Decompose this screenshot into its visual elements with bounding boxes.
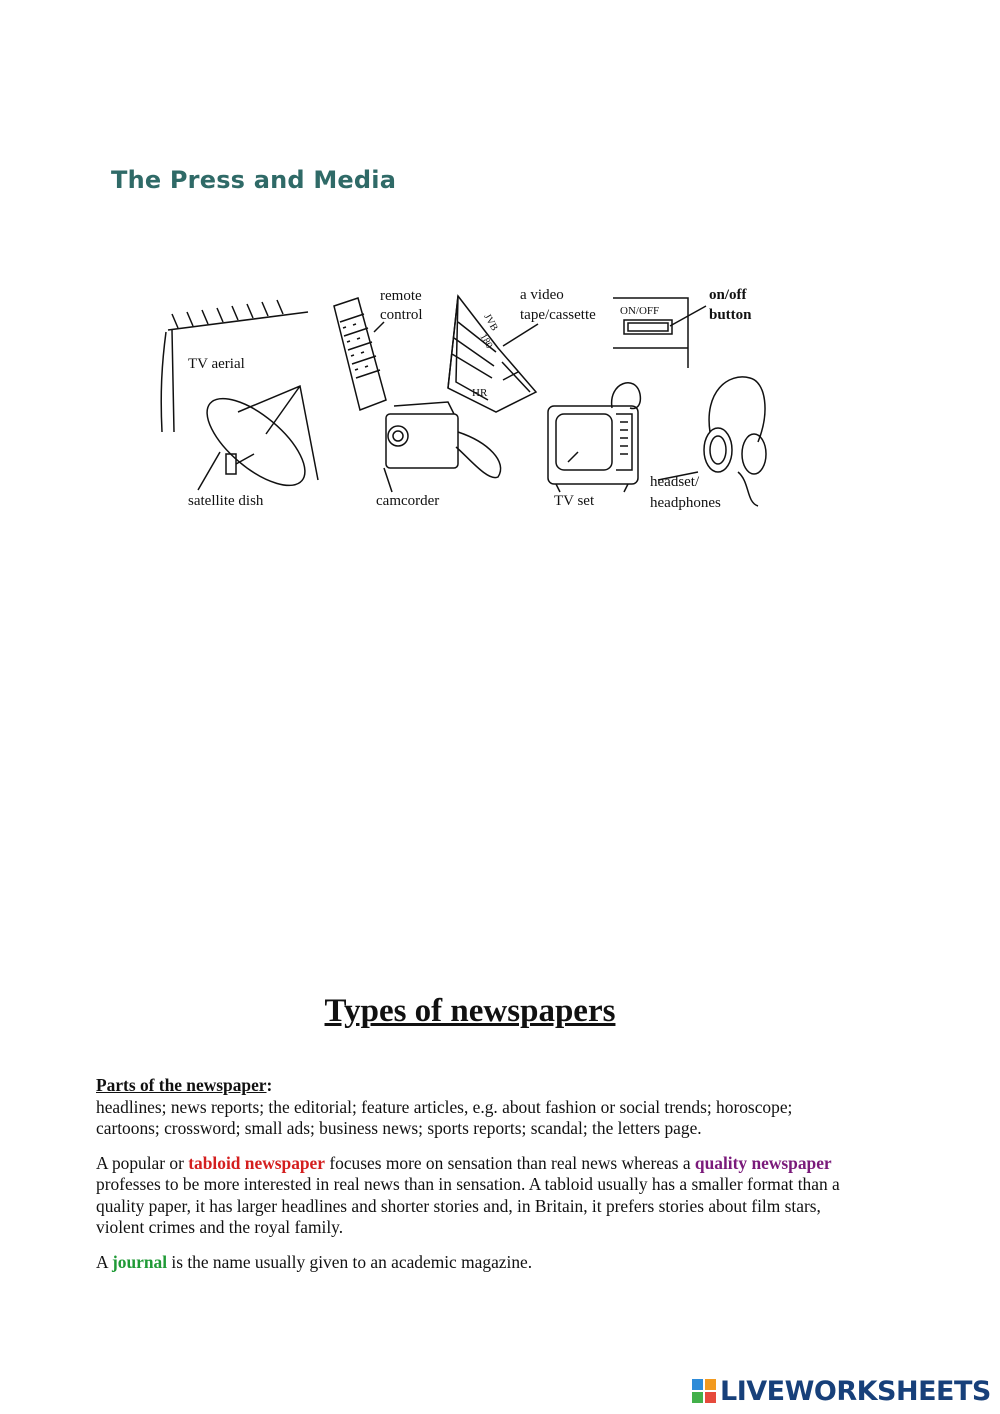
satellite-dish-icon <box>193 384 318 501</box>
label-tape-hr: HR <box>472 387 488 399</box>
label-video-line2: tape/cassette <box>520 307 596 323</box>
term-tabloid: tabloid newspaper <box>188 1152 325 1173</box>
term-journal: journal <box>111 1251 168 1272</box>
parts-label: Parts of the newspaper <box>96 1075 267 1095</box>
camcorder-icon <box>384 402 501 492</box>
live-blocks-icon <box>692 1379 716 1403</box>
label-tv-aerial: TV aerial <box>188 356 245 372</box>
label-onoff-line1: on/off <box>709 287 747 303</box>
label-tape-brand: JVB <box>481 312 500 333</box>
media-vocabulary-illustration <box>158 282 770 514</box>
page-title: The Press and Media <box>111 166 397 194</box>
label-tape-number: 180 <box>477 332 495 351</box>
tv-set-icon <box>548 383 640 492</box>
label-satellite: satellite dish <box>188 493 264 509</box>
article-body <box>96 1075 856 1286</box>
brand-text: LIVEWORKSHEETS <box>720 1375 991 1407</box>
section-heading: Types of newspapers <box>324 993 616 1029</box>
label-headset-line1: headset/ <box>650 474 700 490</box>
term-quality: quality newspaper <box>694 1152 832 1173</box>
liveworksheets-logo[interactable] <box>692 1373 991 1409</box>
label-tv-set: TV set <box>554 493 595 509</box>
label-camcorder: camcorder <box>376 493 440 509</box>
paragraph-tabloid-quality: A popular or tabloid newspaper focuses more on sensation than real news whereas a quality newspaper professes to be more interested in real news than in sensation. A tabloid usually has a smaller format than a quality paper, it has larger headlines and shorter stories and, in Britain, it prefers stories about film stars, violent crimes and the royal family. <box>96 1152 840 1237</box>
label-onoff-switch: ON/OFF <box>620 305 660 317</box>
parts-colon: : <box>266 1075 273 1095</box>
remote-control-icon <box>334 298 386 410</box>
label-remote-line2: control <box>380 307 423 323</box>
label-headset-line2: headphones <box>650 495 721 511</box>
parts-list: headlines; news reports; the editorial; feature articles, e.g. about fashion or social trends; horoscope; cartoons; crossword; small ads; business news; sports reports; scandal; the letters page. <box>96 1096 793 1138</box>
label-remote-line1: remote <box>380 288 422 304</box>
paragraph-journal: A journal is the name usually given to an academic magazine. <box>96 1251 533 1272</box>
label-onoff-line2: button <box>709 307 752 323</box>
label-video-line1: a video <box>520 287 564 303</box>
